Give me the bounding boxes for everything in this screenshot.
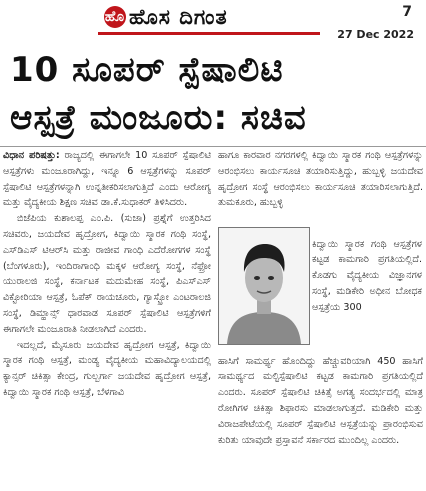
article-paragraph: ಇದಲ್ಲದೆ, ಮೈಸೂರು ಜಯದೇವ ಹೃದ್ರೋಗ ಆಸ್ಪತ್ರೆ, ಕಿದ್ವಾಯಿ ಸ್ಮಾರಕ ಗಂಥಿ ಆಸ್ಪತ್ರೆ, ಮಂಡ್ಯ ವೈದ್ಯಕೀಯ ಮಹಾವಿದ್ಯಾಲಯದಲ್ಲಿ ಕ್ಯಾನ್ಸರ್ ಚಿಕಿತ್ಸಾ ಕೇಂದ್ರ, ಗುಲ್ಬರ್ಗಾ ಜಯದೇವ ಹೃದ್ರೋಗ ಆಸ್ಪತ್ರೆ, ಕಿದ್ವಾಯಿ ಸ್ಮಾರಕ ಗಂಥಿ ಆಸ್ಪತ್ರೆ, ಬೆಳಗಾವಿ [3, 339, 211, 398]
logo-text: ಹೊಸ ದಿಗಂತ [129, 4, 228, 29]
article-narrow-column [312, 227, 422, 325]
article-paragraph: ಹಾಸಿಗೆ ಸಾಮರ್ಥ್ಯ ಹೊಂದಿದ್ದು ಹೆಚ್ಚುವರಿಯಾಗಿ 450 ಹಾಸಿಗೆ ಸಾಮರ್ಥ್ಯದ ಮಲ್ಟಿಸ್ಪೆಷಾಲಿಟಿ ಕಟ್ಟಡ ಕಾಮಗಾರಿ ಪ್ರಗತಿಯಲ್ಲಿದೆ ಎಂದರು. ಸೂಪರ್ ಸ್ಪೆಷಾಲಿಟಿ ಚಿಕಿತ್ಸೆ ಅಗತ್ಯ ಸಂದರ್ಭದಲ್ಲಿ ಮಾತ್ರ ರೋಗಿಗಳ ಚಿಕಿತ್ಸಾ ಶಿಫಾರಸು ಮಾಡಲಾಗುತ್ತದೆ. ಮಡಿಕೇರಿ ಮತ್ತು ವಿರಾಜಪೇಟೆಯಲ್ಲಿ ಸೂಪರ್ ಸ್ಪೆಷಾಲಿಟಿ ಆಸ್ಪತ್ರೆಯನ್ನು ಪ್ರಾರಂಭಿಸುವ ಕುರಿತು ಯಾವುದೇ ಪ್ರಸ್ತಾವನೆ ಸರ್ಕಾರದ ಮುಂದಿಲ್ಲ ಎಂದರು. [218, 355, 423, 446]
logo-mark-icon: ಹೊ [104, 6, 126, 28]
article-left-column [3, 148, 211, 401]
masthead [0, 0, 426, 44]
article-paragraph [3, 148, 211, 211]
article-paragraph: ಹಾಗೂ ಕಾರವಾರ ನಗರಗಳಲ್ಲಿ ಕಿದ್ವಾಯಿ ಸ್ಮಾರಕ ಗಂಥಿ ಆಸ್ಪತ್ರೆಗಳನ್ನು ಆರಂಭಿಸಲು ಕಾರ್ಯಸೂಚಿ ತಯಾರಿಸುತ್ತಿದ್ದು, ಹುಬ್ಬಳ್ಳಿ ಜಯದೇವ ಹೃದ್ರೋಗ ಸಂಸ್ಥೆ ಆರಂಭಿಸಲು ಕಾರ್ಯಸೂಚಿ ತಯಾರಿಸಲಾಗುತ್ತಿದೆ. ತುಮಕೂರು, ಹುಬ್ಬಳ್ಳಿ [218, 150, 423, 209]
dateline: ವಿಧಾನ ಪರಿಷತ್ತು: [3, 150, 60, 161]
article-paragraph: ಬಿಜೆಪಿಯ ಕುಶಾಲಪ್ಪ ಎಂ.ಪಿ. (ಸುಜಾ) ಪ್ರಶ್ನೆಗೆ ಉತ್ತರಿಸಿದ ಸಚಿವರು, ಜಯದೇವ ಹೃದ್ರೋಗ, ಕಿದ್ವಾಯಿ ಸ್ಮಾರಕ ಗಂಥಿ ಸಂಸ್ಥೆ, ಎಸ್‌ಡಿಎಸ್ ಟಿಆರ್‌ಸಿ ಮತ್ತು ರಾಜೀವ ಗಾಂಧಿ ಎದೆರೋಗಗಳ ಸಂಸ್ಥೆ (ಬೆಂಗಳೂರು), ಇಂದಿರಾಗಾಂಧಿ ಮಕ್ಕಳ ಆರೋಗ್ಯ ಸಂಸ್ಥೆ, ನೆಫ್ರೋ ಯುರಾಲಜಿ ಸಂಸ್ಥೆ, ಕರ್ನಾಟಕ ಮದುಮೇಹ ಸಂಸ್ಥೆ, ಪಿಎಸ್‌ಎಸ್ ವಿಕ್ಟೋರಿಯಾ ಆಸ್ಪತ್ರೆ, ಓಪೆಕ್ ರಾಯಚೂರು, ಗ್ಯಾಸ್ಟ್ರೋ ಎಂಟರಾಲಜಿ ಸಂಸ್ಥೆ, ಡಿಮ್ಹಾನ್ಸ್ ಧಾರವಾಡ ಸೂಪರ್ ಸ್ಪೆಷಾಲಿಟಿ ಆಸ್ಪತ್ರೆಗಳಿಗೆ ಈಗಾಗಲೇ ಮಂಜೂರಾತಿ ನೀಡಲಾಗಿದೆ ಎಂದರು. [3, 213, 211, 335]
logo-underline [98, 32, 320, 35]
article-right-column-top [218, 148, 423, 211]
headline-line-2: ಆಸ್ಪತ್ರೆ ಮಂಜೂರು: ಸಚಿವ [10, 98, 307, 138]
article-paragraph: ಕಿದ್ವಾಯಿ ಸ್ಮಾರಕ ಗಂಥಿ ಆಸ್ಪತ್ರೆಗಳ ಕಟ್ಟಡ ಕಾಮಗಾರಿ ಪ್ರಗತಿಯಲ್ಲಿದೆ. ಕೊಡಗು ವೈದ್ಯಕೀಯ ವಿಜ್ಞಾನಗಳ ಸಂಸ್ಥೆ, ಮಡಿಕೇರಿ ಅಧೀನ ಬೋಧಕ ಆಸ್ಪತ್ರೆಯ 300 [312, 238, 422, 313]
minister-photo [218, 227, 310, 345]
article-right-column-bottom [218, 344, 423, 458]
newspaper-logo [104, 3, 314, 31]
paragraph-text: ರಾಜ್ಯದಲ್ಲಿ ಈಗಾಗಲೇ 10 ಸೂಪರ್ ಸ್ಪೆಷಾಲಿಟಿ ಆಸ್ಪತ್ರೆಗಳು ಮಂಜೂರಾಗಿದ್ದು, ಇನ್ನೂ 6 ಆಸ್ಪತ್ರೆಗಳನ್ನು ಸೂಪರ್ ಸ್ಪೆಷಾಲಿಟಿ ಆಸ್ಪತ್ರೆಗಳನ್ನಾಗಿ ಉನ್ನತೀಕರಿಸಲಾಗುತ್ತಿದೆ ಎಂದು ಆರೋಗ್ಯ ಮತ್ತು ವೈದ್ಯಕೀಯ ಶಿಕ್ಷಣ ಸಚಿವ ಡಾ.ಕೆ.ಸುಧಾಕರ್ ತಿಳಿಸಿದರು. [3, 150, 211, 209]
page-number: 7 [402, 4, 412, 20]
article-headline [10, 46, 420, 142]
person-portrait-icon [219, 228, 309, 344]
issue-date: 27 Dec 2022 [337, 28, 414, 41]
headline-divider [0, 146, 426, 147]
headline-line-1: 10 ಸೂಪರ್ ಸ್ಪೆಷಾಲಿಟಿ [10, 50, 284, 90]
